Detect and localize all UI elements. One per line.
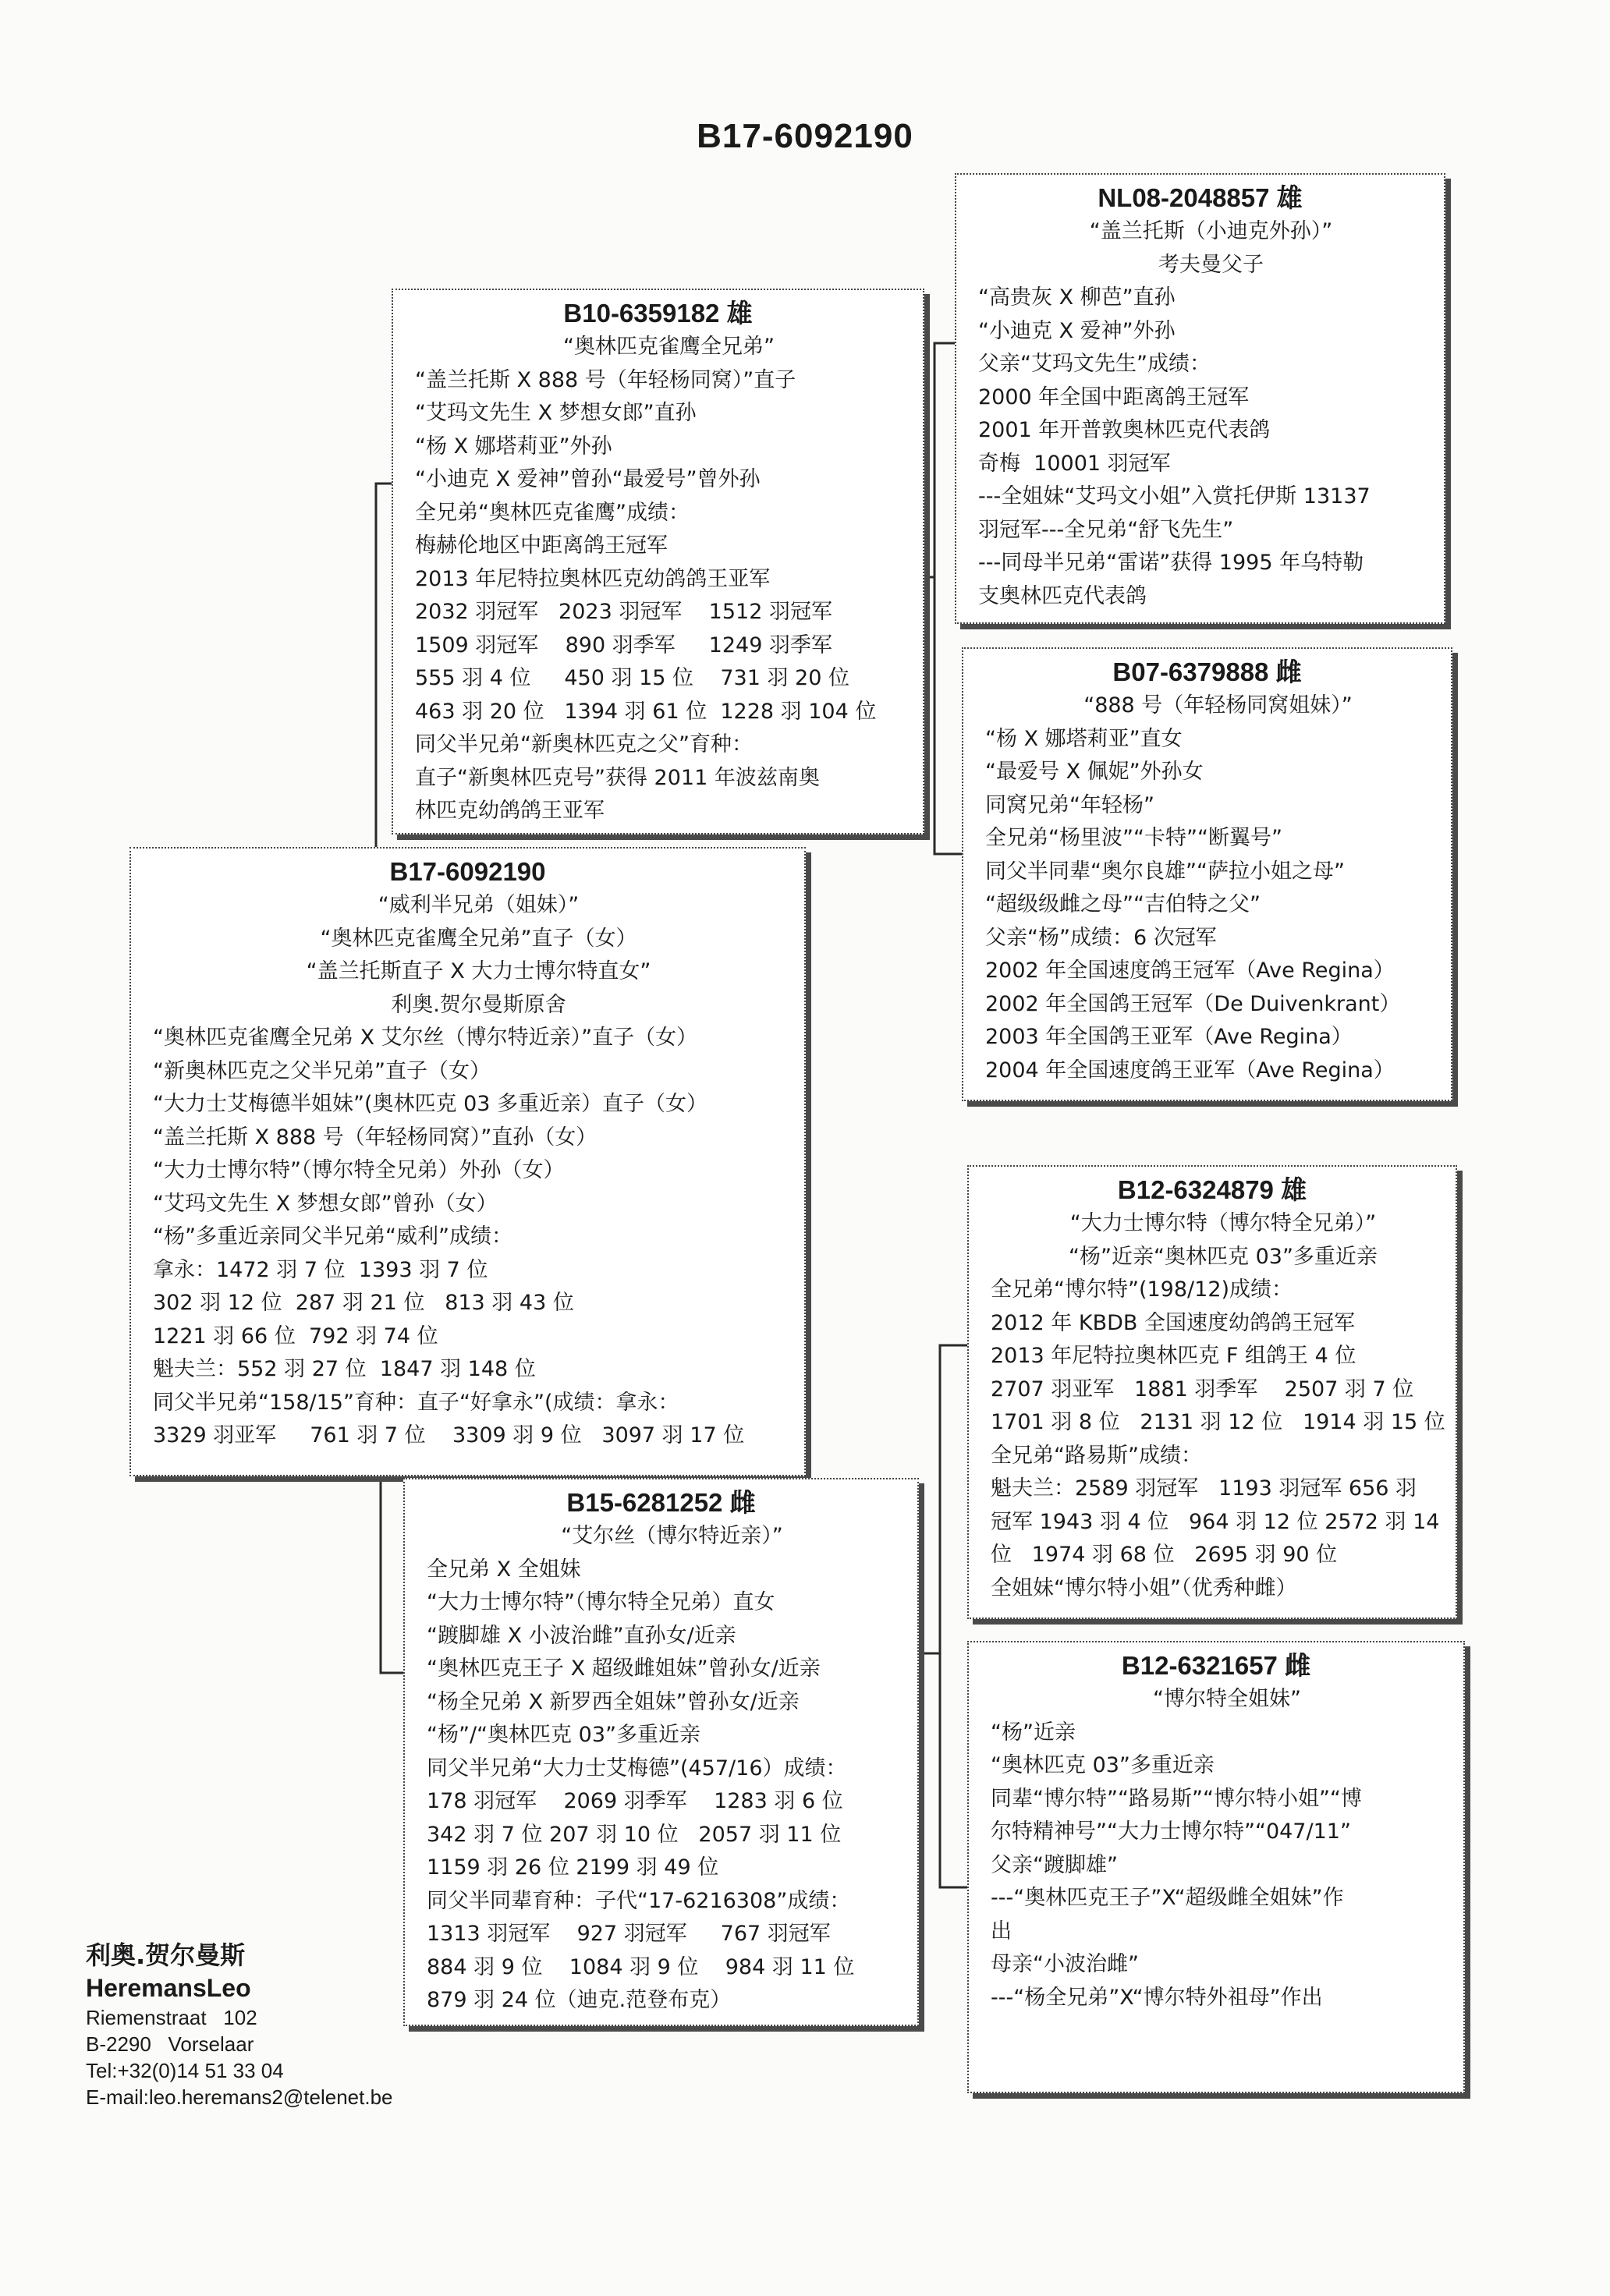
card-dam-sire-body: [969, 1207, 1456, 1605]
card-sire-dam-body: [963, 689, 1451, 1087]
card-dam-dam: [967, 1641, 1465, 2093]
card-line: 884 羽 9 位 1084 羽 9 位 984 羽 11 位: [427, 1954, 855, 1979]
card-dam-dam-header: B12-6321657 雌: [1121, 1651, 1311, 1680]
card-line: 879 羽 24 位（迪克.范登布克）: [427, 1988, 732, 2012]
card-sire-header: B10-6359182 雄: [563, 299, 753, 328]
card-line: “盖兰托斯直子 X 大力士博尔特直女”: [306, 959, 651, 983]
card-line: 2012 年 KBDB 全国速度幼鸽鸽王冠军: [991, 1310, 1356, 1335]
card-dam-header: B15-6281252 雌: [566, 1488, 756, 1517]
card-line: 支奥林匹克代表鸽: [978, 583, 1147, 608]
card-line: “高贵灰 X 柳芭”直孙: [978, 285, 1176, 310]
card-line: 1701 羽 8 位 2131 羽 12 位 1914 羽 15 位: [991, 1410, 1445, 1434]
contact-footer: [86, 1939, 393, 2110]
card-line: 178 羽冠军 2069 羽季军 1283 羽 6 位: [427, 1789, 843, 1813]
card-sire-sire-body: [956, 215, 1444, 613]
card-line: “最爱号 X 佩妮”外孙女: [985, 760, 1204, 784]
card-sire-sire-header: NL08-2048857 雄: [1098, 183, 1303, 212]
card-line: 2707 羽亚军 1881 羽季军 2507 羽 7 位: [991, 1377, 1414, 1401]
card-line: 342 羽 7 位 207 羽 10 位 2057 羽 11 位: [427, 1822, 842, 1847]
card-line: 羽冠军---全兄弟“舒飞先生”: [978, 517, 1234, 542]
card-line: 魁夫兰：2589 羽冠军 1193 羽冠军 656 羽: [991, 1476, 1417, 1501]
card-subject: [129, 847, 806, 1476]
card-dam-body: [405, 1520, 917, 2018]
card-dam-sire: [967, 1165, 1457, 1619]
card-line: “大力士博尔特”（博尔特全兄弟）外孙（女）: [153, 1158, 565, 1182]
card-line: 555 羽 4 位 450 羽 15 位 731 羽 20 位: [415, 666, 849, 690]
card-line: “艾玛文先生 X 梦想女郎”直孙: [415, 401, 697, 425]
card-line: 利奥.贺尔曼斯原舍: [391, 992, 566, 1017]
card-line: “奥林匹克 03”多重近亲: [991, 1753, 1215, 1777]
card-line: 同父半兄弟“大力士艾梅德”(457/16）成绩：: [427, 1756, 847, 1780]
card-line: 父亲“杨”成绩：6 次冠军: [985, 925, 1217, 950]
card-line: ---同母半兄弟“雷诺”获得 1995 年乌特勒: [978, 551, 1364, 575]
card-line: “奥林匹克雀鹰全兄弟”直子（女）: [320, 926, 637, 951]
card-line: “博尔特全姐妹”: [1153, 1687, 1301, 1711]
card-line: 1159 羽 26 位 2199 羽 49 位: [427, 1855, 719, 1880]
card-line: 302 羽 12 位 287 羽 21 位 813 羽 43 位: [153, 1291, 574, 1315]
card-line: “超级级雌之母”“吉伯特之父”: [985, 892, 1261, 916]
owner-street: Riemenstraat 102: [86, 2006, 257, 2029]
card-line: “杨”近亲“奥林匹克 03”多重近亲: [1069, 1244, 1378, 1269]
card-line: “大力士艾梅德半姐妹”(奥林匹克 03 多重近亲）直子（女）: [153, 1092, 708, 1116]
card-line: 尔特精神号”“大力士博尔特”“047/11”: [991, 1819, 1351, 1844]
card-line: “威利半兄弟（姐妹）”: [378, 893, 580, 917]
card-line: “大力士博尔特（博尔特全兄弟）”: [1069, 1211, 1377, 1235]
card-line: 母亲“小波治雌”: [991, 1952, 1139, 1976]
card-dam: [403, 1478, 919, 2026]
card-line: 463 羽 20 位 1394 羽 61 位 1228 羽 104 位: [415, 699, 877, 724]
owner-phone: Tel:+32(0)14 51 33 04: [86, 2059, 284, 2082]
card-line: 全兄弟 X 全姐妹: [427, 1557, 581, 1582]
card-line: 同父半同辈育种：子代“17-6216308”成绩：: [427, 1888, 851, 1913]
card-line: 全兄弟“博尔特”(198/12)成绩：: [991, 1277, 1293, 1302]
card-line: 1221 羽 66 位 792 羽 74 位: [153, 1323, 438, 1348]
card-line: 2013 年尼特拉奥林匹克幼鸽鸽王亚军: [415, 566, 771, 591]
card-line: “盖兰托斯 X 888 号（年轻杨同窝）”直孙（女）: [153, 1125, 598, 1150]
card-line: 出: [991, 1919, 1012, 1943]
card-line: “杨”多重近亲同父半兄弟“威利”成绩：: [153, 1224, 512, 1249]
card-line: 2003 年全国鸽王亚军（Ave Regina）: [985, 1025, 1353, 1049]
card-line: 考夫曼父子: [1158, 252, 1264, 277]
owner-name: HeremansLeo: [86, 1974, 251, 2002]
card-line: 2013 年尼特拉奥林匹克 F 组鸽王 4 位: [991, 1344, 1356, 1368]
card-line: 2001 年开普敦奥林匹克代表鸽: [978, 418, 1271, 442]
card-line: 位 1974 羽 68 位 2695 羽 90 位: [991, 1543, 1338, 1567]
card-line: “踱脚雄 X 小波治雌”直孙女/近亲: [427, 1623, 736, 1648]
card-line: “艾尔丝（博尔特近亲）”: [561, 1524, 783, 1548]
card-line: ---全姐妹“艾玛文小姐”入赏托伊斯 13137: [978, 484, 1371, 508]
card-line: 2032 羽冠军 2023 羽冠军 1512 羽冠军: [415, 600, 832, 624]
card-sire-body: [393, 331, 923, 828]
card-line: 直子“新奥林匹克号”获得 2011 年波兹南奥: [415, 765, 820, 790]
owner-city: B-2290 Vorselaar: [86, 2032, 254, 2056]
card-line: 同窝兄弟“年轻杨”: [985, 792, 1154, 817]
card-line: “杨 X 娜塔莉亚”直女: [985, 726, 1183, 751]
page-title: B17-6092190: [697, 117, 913, 155]
card-sire: [392, 289, 924, 834]
owner-email: E-mail:leo.heremans2@telenet.be: [86, 2085, 393, 2109]
owner-name-chinese: 利奥.贺尔曼斯: [86, 1940, 246, 1970]
card-line: “艾玛文先生 X 梦想女郎”曾孙（女）: [153, 1191, 498, 1216]
card-line: 拿永：1472 羽 7 位 1393 羽 7 位: [153, 1257, 488, 1282]
card-line: ---“杨全兄弟”X“博尔特外祖母”作出: [991, 1985, 1323, 2010]
card-line: 父亲“踱脚雄”: [991, 1852, 1118, 1877]
card-line: 2002 年全国鸽王冠军（De Duivenkrant）: [985, 991, 1401, 1016]
card-subject-header: B17-6092190: [389, 857, 546, 886]
card-line: 冠军 1943 羽 4 位 964 羽 12 位 2572 羽 14: [991, 1509, 1440, 1534]
card-line: 全兄弟“奥林匹克雀鹰”成绩：: [415, 500, 690, 525]
card-line: 父亲“艾玛文先生”成绩：: [978, 352, 1211, 376]
card-sire-dam: [962, 647, 1452, 1101]
card-line: 梅赫伦地区中距离鸽王冠军: [415, 533, 668, 558]
card-line: “奥林匹克王子 X 超级雌姐妹”曾孙女/近亲: [427, 1656, 821, 1681]
card-line: “888 号（年轻杨同窝姐妹）”: [1083, 693, 1353, 718]
card-line: 全姐妹“博尔特小姐”（优秀种雌）: [991, 1575, 1297, 1600]
card-line: “盖兰托斯（小迪克外孙）”: [1089, 219, 1333, 243]
card-subject-body: [131, 889, 804, 1453]
card-line: 魁夫兰：552 羽 27 位 1847 羽 148 位: [153, 1357, 536, 1381]
card-line: 同父半同辈“奥尔良雄”“萨拉小姐之母”: [985, 859, 1345, 884]
card-line: 同父半兄弟“158/15”育种：直子“好拿永”(成绩：拿永：: [153, 1390, 679, 1415]
card-line: “盖兰托斯 X 888 号（年轻杨同窝）”直子: [415, 367, 796, 392]
card-line: “杨”/“奥林匹克 03”多重近亲: [427, 1723, 700, 1747]
card-line: 2000 年全国中距离鸽王冠军: [978, 384, 1250, 409]
card-line: 2002 年全国速度鸽王冠军（Ave Regina）: [985, 958, 1395, 983]
card-line: “奥林匹克雀鹰全兄弟 X 艾尔丝（博尔特近亲）”直子（女）: [153, 1026, 698, 1050]
card-line: “新奥林匹克之父半兄弟”直子（女）: [153, 1058, 491, 1083]
card-line: 1509 羽冠军 890 羽季军 1249 羽季军: [415, 632, 832, 657]
card-line: 同父半兄弟“新奥林匹克之父”育种：: [415, 732, 753, 756]
card-line: “杨 X 娜塔莉亚”外孙: [415, 434, 612, 459]
card-sire-sire: [955, 173, 1445, 624]
card-line: 林匹克幼鸽鸽王亚军: [415, 799, 605, 823]
card-dam-sire-header: B12-6324879 雄: [1117, 1175, 1307, 1204]
card-line: 全兄弟“杨里波”“卡特”“断翼号”: [985, 826, 1282, 850]
card-line: 奇梅 10001 羽冠军: [978, 451, 1171, 476]
card-dam-dam-body: [969, 1683, 1463, 2014]
card-line: “大力士博尔特”（博尔特全兄弟）直女: [427, 1590, 775, 1614]
card-line: “小迪克 X 爱神”曾孙“最爱号”曾外孙: [415, 467, 761, 491]
card-line: ---“奥林匹克王子”X“超级雌全姐妹”作: [991, 1886, 1344, 1910]
card-line: “杨全兄弟 X 新罗西全姐妹”曾孙女/近亲: [427, 1689, 800, 1714]
card-line: 2004 年全国速度鸽王亚军（Ave Regina）: [985, 1058, 1395, 1082]
card-line: “奥林匹克雀鹰全兄弟”: [563, 335, 775, 359]
card-line: 1313 羽冠军 927 羽冠军 767 羽冠军: [427, 1922, 831, 1946]
card-sire-dam-header: B07-6379888 雌: [1112, 657, 1302, 686]
card-line: 全兄弟“路易斯”成绩：: [991, 1443, 1202, 1468]
card-line: 同辈“博尔特”“路易斯”“博尔特小姐”“博: [991, 1786, 1362, 1811]
card-line: “杨”近亲: [991, 1720, 1076, 1745]
card-line: “小迪克 X 爱神”外孙: [978, 318, 1176, 343]
card-line: 3329 羽亚军 761 羽 7 位 3309 羽 9 位 3097 羽 17 位: [153, 1423, 745, 1447]
